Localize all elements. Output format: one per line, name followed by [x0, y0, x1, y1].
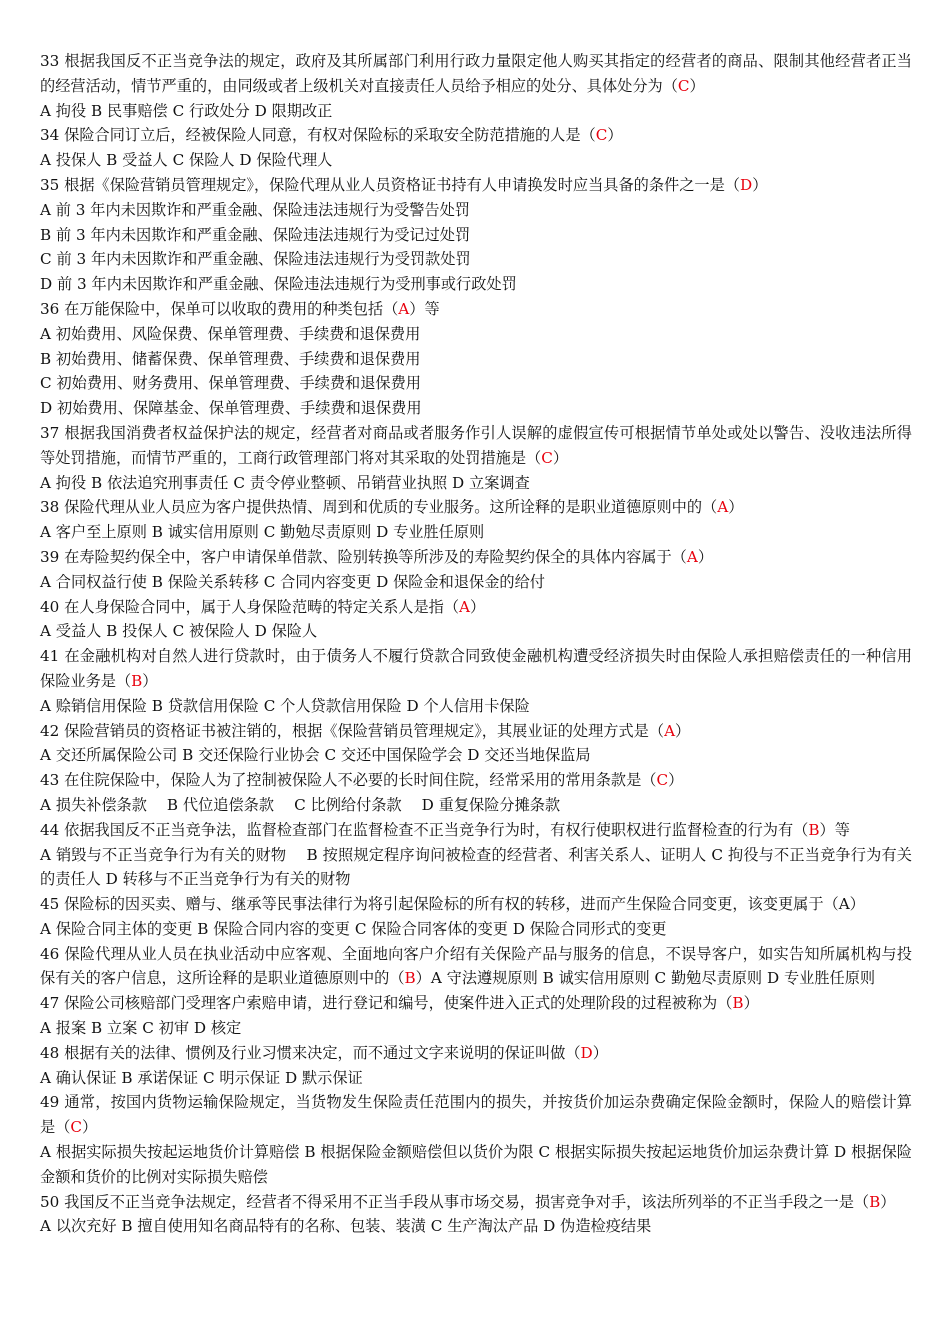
document-page — [40, 49, 912, 1239]
question-stem — [40, 991, 912, 1016]
question-text: 36 在万能保险中，保单可以收取的费用的种类包括（ — [40, 299, 399, 318]
answer-letter: C — [541, 448, 553, 467]
answer-options: A 交还所属保险公司 B 交还保险行业协会 C 交还中国保险学会 D 交还当地保监局 — [40, 746, 591, 765]
question-tail: ） — [552, 448, 568, 467]
question-text: 49 通常，按国内货物运输保险规定，当货物发生保险责任范围内的损失，并按货价加运杂费确定保险金额时，保险人的赔偿计算是（ — [40, 1093, 912, 1137]
answer-letter: A — [459, 597, 470, 616]
answer-letter: B — [732, 994, 744, 1013]
answer-options: A 拘役 B 依法追究刑事责任 C 责令停业整顿、吊销营业执照 D 立案调查 — [40, 473, 530, 492]
question-tail: ） — [880, 1192, 896, 1211]
answer-options: A 受益人 B 投保人 C 被保险人 D 保险人 — [40, 622, 318, 641]
question-text: 37 根据我国消费者权益保护法的规定，经营者对商品或者服务作引人误解的虚假宣传可根据情节单处或处以警告、没收违法所得等处罚措施，而情节严重的，工商行政管理部门将对其采取的处罚措施是（ — [40, 423, 912, 467]
question-text: 50 我国反不正当竞争法规定，经营者不得采用不正当手段从事市场交易，损害竞争对手，该法所列举的不正当手段之一是（ — [40, 1192, 870, 1211]
answer-letter: C — [595, 126, 608, 145]
question-tail: ） — [142, 671, 158, 690]
question-stem — [40, 1090, 912, 1140]
question-stem — [40, 173, 912, 198]
question-tail: ） — [752, 175, 768, 194]
answer-letter: D — [580, 1043, 593, 1062]
question-text: 48 根据有关的法律、惯例及行业习惯来决定，而不通过文字来说明的保证叫做（ — [40, 1043, 581, 1062]
answer-options: A 损失补偿条款 B 代位追偿条款 C 比例给付条款 D 重复保险分摊条款 — [40, 795, 561, 814]
question-tail: ） — [82, 1118, 98, 1137]
answer-options: B 初始费用、储蓄保费、保单管理费、手续费和退保费用 — [40, 349, 421, 368]
question-stem — [40, 1041, 912, 1066]
question-text: 34 保险合同订立后，经被保险人同意，有权对保险标的采取安全防范措施的人是（ — [40, 126, 596, 145]
question-tail: ）等 — [819, 820, 850, 839]
question-text: 42 保险营销员的资格证书被注销的，根据《保险营销员管理规定》，其展业证的处理方式是（ — [40, 721, 665, 740]
question-stem — [40, 421, 912, 471]
question-stem — [40, 768, 912, 793]
question-stem — [40, 1190, 912, 1215]
question-stem — [40, 123, 912, 148]
answer-letter: B — [404, 969, 416, 988]
answer-letter: B — [869, 1192, 881, 1211]
question-text: 35 根据《保险营销员管理规定》，保险代理从业人员资格证书持有人申请换发时应当具备的条件之一是（ — [40, 175, 740, 194]
answer-options: D 前 3 年内未因欺诈和严重金融、保险违法违规行为受刑事或行政处罚 — [40, 275, 517, 294]
question-text: 33 根据我国反不正当竞争法的规定，政府及其所属部门利用行政力量限定他人购买其指定的经营者的商品、限制其他经营者正当的经营活动，情节严重的，由同级或者上级机关对直接责任人员给予相应的处分、具体处分为（ — [40, 52, 912, 95]
answer-letter: A — [664, 721, 676, 740]
answer-options: C 初始费用、财务费用、保单管理费、手续费和退保费用 — [40, 374, 421, 393]
question-text: 39 在寿险契约保全中，客户申请保单借款、险别转换等所涉及的寿险契约保全的具体内容属于（ — [40, 547, 687, 566]
question-stem — [40, 545, 912, 570]
answer-options: A 保险合同主体的变更 B 保险合同内容的变更 C 保险合同客体的变更 D 保险合同形式的变更 — [40, 919, 667, 938]
question-stem — [40, 297, 912, 322]
question-text: 43 在住院保险中，保险人为了控制被保险人不必要的长时间住院，经常采用的常用条款是（ — [40, 771, 657, 790]
question-stem — [40, 495, 912, 520]
answer-options: A 根据实际损失按起运地货价计算赔偿 B 根据保险金额赔偿但以货价为限 C 根据实际损失按起运地货价加运杂费计算 D 根据保险金额和货价的比例对实际损失赔偿 — [40, 1143, 912, 1186]
answer-options: A 赊销信用保险 B 贷款信用保险 C 个人贷款信用保险 D 个人信用卡保险 — [40, 696, 530, 715]
question-tail: ） — [668, 771, 684, 790]
answer-options: A 确认保证 B 承诺保证 C 明示保证 D 默示保证 — [40, 1068, 363, 1087]
question-tail: ）等 — [409, 299, 440, 318]
answer-letter: A — [686, 547, 698, 566]
question-tail: ） — [728, 498, 744, 517]
question-stem — [40, 942, 912, 992]
question-tail: ） — [743, 994, 759, 1013]
question-tail: ）A 守法遵规原则 B 诚实信用原则 C 勤勉尽责原则 D 专业胜任原则 — [415, 969, 876, 988]
answer-options: A 合同权益行使 B 保险关系转移 C 合同内容变更 D 保险金和退保金的给付 — [40, 572, 545, 591]
answer-options: A 销毁与不正当竞争行为有关的财物 B 按照规定程序询问被检查的经营者、利害关系人、证明人 C 拘役与不正当竞争行为有关的责任人 D 转移与不正当竞争行为有关的财物 — [40, 845, 912, 889]
answer-letter: D — [740, 175, 753, 194]
question-text: 44 依据我国反不正当竞争法，监督检查部门在监督检查不正当竞争行为时，有权行使职权进行监督检查的行为有（ — [40, 820, 809, 839]
answer-options: B 前 3 年内未因欺诈和严重金融、保险违法违规行为受记过处罚 — [40, 225, 471, 244]
question-text: 47 保险公司核赔部门受理客户索赔申请，进行登记和编号，使案件进入正式的处理阶段的过程被称为（ — [40, 994, 733, 1013]
answer-options: A 拘役 B 民事赔偿 C 行政处分 D 限期改正 — [40, 101, 333, 120]
question-tail: ） — [470, 597, 486, 616]
question-stem — [40, 818, 912, 843]
question-text: 46 保险代理从业人员在执业活动中应客观、全面地向客户介绍有关保险产品与服务的信息，不误导客户，如实告知所属机构与投保有关的客户信息，这所诠释的是职业道德原则中的（ — [40, 944, 912, 988]
question-tail: ） — [675, 721, 691, 740]
question-stem — [40, 644, 912, 694]
question-stem — [40, 719, 912, 744]
answer-letter: B — [808, 820, 820, 839]
question-text: 40 在人身保险合同中，属于人身保险范畴的特定关系人是指（ — [40, 597, 460, 616]
answer-options: A 投保人 B 受益人 C 保险人 D 保险代理人 — [40, 151, 333, 170]
answer-options: C 前 3 年内未因欺诈和严重金融、保险违法违规行为受罚款处罚 — [40, 250, 471, 269]
answer-options: A 初始费用、风险保费、保单管理费、手续费和退保费用 — [40, 324, 421, 343]
answer-options: A 报案 B 立案 C 初审 D 核定 — [40, 1019, 242, 1038]
question-text: 41 在金融机构对自然人进行贷款时，由于债务人不履行贷款合同致使金融机构遭受经济损失时由保险人承担赔偿责任的一种信用保险业务是（ — [40, 647, 912, 690]
answer-letter: C — [70, 1118, 82, 1137]
question-text: 45 保险标的因买卖、赠与、继承等民事法律行为将引起保险标的所有权的转移，进而产生保险合同变更，该变更属于（A） — [40, 895, 865, 914]
answer-options: A 前 3 年内未因欺诈和严重金融、保险违法违规行为受警告处罚 — [40, 200, 470, 219]
question-tail: ） — [607, 126, 623, 145]
answer-letter: A — [398, 299, 410, 318]
answer-letter: C — [677, 76, 690, 95]
question-tail: ） — [592, 1043, 608, 1062]
answer-letter: C — [656, 771, 669, 790]
question-tail: ） — [697, 547, 713, 566]
question-text: 38 保险代理从业人员应为客户提供热情、周到和优质的专业服务。这所诠释的是职业道德原则中的（ — [40, 498, 718, 517]
question-stem — [40, 49, 912, 99]
answer-letter: B — [131, 671, 143, 690]
answer-options: A 客户至上原则 B 诚实信用原则 C 勤勉尽责原则 D 专业胜任原则 — [40, 523, 485, 542]
answer-letter: A — [717, 498, 729, 517]
question-tail: ） — [689, 76, 705, 95]
question-stem — [40, 892, 912, 917]
answer-options: D 初始费用、保障基金、保单管理费、手续费和退保费用 — [40, 399, 422, 418]
question-stem — [40, 595, 912, 620]
answer-options: A 以次充好 B 擅自使用知名商品特有的名称、包装、装潢 C 生产淘汰产品 D 伪造检疫结果 — [40, 1217, 652, 1236]
